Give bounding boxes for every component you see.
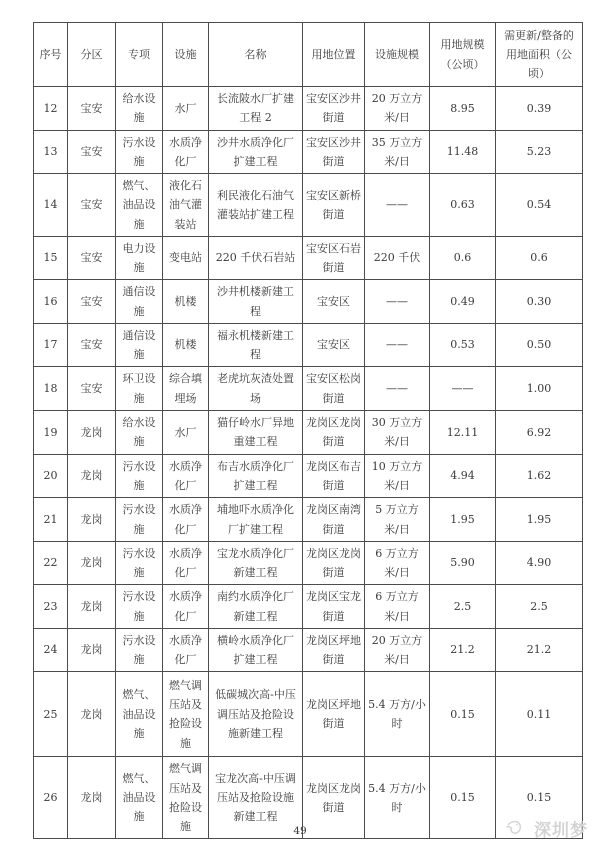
table-cell: 4.94 [430, 454, 496, 498]
table-cell: 23 [34, 585, 68, 629]
table-cell: 龙岗区坪地街道 [303, 628, 365, 672]
watermark-logo-icon [505, 818, 529, 840]
table-cell: 龙岗 [68, 672, 116, 757]
table-cell: 12.11 [430, 410, 496, 454]
table-cell: 通信设施 [116, 280, 163, 324]
table-cell: 宝安区松岗街道 [303, 367, 365, 411]
table-cell: 长流陂水厂扩建工程 2 [209, 87, 303, 131]
table-cell: 17 [34, 323, 68, 367]
table-cell: 龙岗 [68, 585, 116, 629]
watermark-text: 深圳梦 [534, 821, 588, 841]
table-row [34, 498, 583, 542]
table-cell: 1.00 [496, 367, 583, 411]
table-cell: 8.95 [430, 87, 496, 131]
table-cell: 污水设施 [116, 541, 163, 585]
table-cell: 布吉水质净化厂扩建工程 [209, 454, 303, 498]
table-header [34, 23, 583, 87]
table-cell: 宝安 [68, 87, 116, 131]
table-cell: 14 [34, 174, 68, 237]
table-row [34, 367, 583, 411]
table-cell: 0.6 [496, 236, 583, 280]
table-cell: 6 万立方米/日 [365, 541, 430, 585]
table-cell: 沙井水质净化厂扩建工程 [209, 130, 303, 174]
table-cell: 水质净化厂 [163, 498, 209, 542]
table-cell: 宝龙次高-中压调压站及抢险设施新建工程 [209, 757, 303, 839]
table-cell: 横岭水质净化厂扩建工程 [209, 628, 303, 672]
table-cell: —— [365, 367, 430, 411]
table-cell: 5.4 万方/小时 [365, 757, 430, 839]
table-cell: 综合填埋场 [163, 367, 209, 411]
table-cell: 龙岗 [68, 628, 116, 672]
table-row [34, 130, 583, 174]
table-cell: 液化石油气灌装站 [163, 174, 209, 237]
table-cell: 燃气、油品设施 [116, 672, 163, 757]
table-row [34, 280, 583, 324]
table-cell: 0.50 [496, 323, 583, 367]
column-header-land-area: 用地规模（公顷） [430, 23, 496, 87]
table-cell: 21 [34, 498, 68, 542]
table-cell: 龙岗区龙岗街道 [303, 541, 365, 585]
table-cell: 6.92 [496, 410, 583, 454]
table-cell: 污水设施 [116, 498, 163, 542]
table-cell: 0.11 [496, 672, 583, 757]
page-number: 49 [293, 825, 307, 837]
table-cell: 环卫设施 [116, 367, 163, 411]
table-cell: 燃气、油品设施 [116, 174, 163, 237]
table-cell: 0.15 [430, 757, 496, 839]
column-header-scale: 设施规模 [365, 23, 430, 87]
table-cell: 18 [34, 367, 68, 411]
table-body [34, 87, 583, 839]
table-cell: 宝安 [68, 130, 116, 174]
table-cell: 5 万立方米/日 [365, 498, 430, 542]
table-row [34, 628, 583, 672]
table-cell: 宝安 [68, 280, 116, 324]
table-cell: 水厂 [163, 87, 209, 131]
table-cell: 埔地吓水质净化厂扩建工程 [209, 498, 303, 542]
table-cell: 4.90 [496, 541, 583, 585]
table-row [34, 323, 583, 367]
table-cell: 0.63 [430, 174, 496, 237]
table-cell: 龙岗区龙岗街道 [303, 410, 365, 454]
table-cell: 龙岗区宝龙街道 [303, 585, 365, 629]
column-header-renewal-area: 需更新/整备的用地面积（公顷） [496, 23, 583, 87]
table-row [34, 585, 583, 629]
table-cell: 宝龙水质净化厂新建工程 [209, 541, 303, 585]
table-cell: 龙岗区坪地街道 [303, 672, 365, 757]
table-cell: 0.49 [430, 280, 496, 324]
table-cell: 2.5 [430, 585, 496, 629]
table-cell: 给水设施 [116, 87, 163, 131]
table-cell: 5.90 [430, 541, 496, 585]
table-cell: 宝安区新桥街道 [303, 174, 365, 237]
table-cell: 龙岗区龙岗街道 [303, 757, 365, 839]
column-header-category: 专项 [116, 23, 163, 87]
table-cell: 龙岗 [68, 541, 116, 585]
table-cell: 给水设施 [116, 410, 163, 454]
column-header-facility: 设施 [163, 23, 209, 87]
table-cell: 22 [34, 541, 68, 585]
table-cell: 20 [34, 454, 68, 498]
table-cell: 变电站 [163, 236, 209, 280]
table-cell: 龙岗 [68, 498, 116, 542]
table-row [34, 236, 583, 280]
table-cell: 宝安 [68, 367, 116, 411]
table-cell: 燃气调压站及抢险设施 [163, 672, 209, 757]
column-header-index: 序号 [34, 23, 68, 87]
table-cell: 0.6 [430, 236, 496, 280]
table-cell: 龙岗区南湾街道 [303, 498, 365, 542]
table-cell: 宝安 [68, 236, 116, 280]
table-cell: 宝安区沙井街道 [303, 130, 365, 174]
table-cell: 20 万立方米/日 [365, 628, 430, 672]
table-cell: 20 万立方米/日 [365, 87, 430, 131]
table-cell: 25 [34, 672, 68, 757]
table-cell: 福永机楼新建工程 [209, 323, 303, 367]
table-cell: 220 千伏 [365, 236, 430, 280]
table-cell: 220 千伏石岩站 [209, 236, 303, 280]
table-cell: 通信设施 [116, 323, 163, 367]
table-cell: 电力设施 [116, 236, 163, 280]
column-header-location: 用地位置 [303, 23, 365, 87]
table-cell: 污水设施 [116, 454, 163, 498]
table-cell: 污水设施 [116, 130, 163, 174]
table-row [34, 454, 583, 498]
table-cell: 0.30 [496, 280, 583, 324]
table-cell: 宝安区沙井街道 [303, 87, 365, 131]
table-cell: 0.53 [430, 323, 496, 367]
table-cell: —— [365, 323, 430, 367]
table-cell: 1.95 [430, 498, 496, 542]
table-cell: 1.95 [496, 498, 583, 542]
table-cell: 水质净化厂 [163, 130, 209, 174]
table-row [34, 541, 583, 585]
table-cell: 12 [34, 87, 68, 131]
table-cell: 水质净化厂 [163, 585, 209, 629]
table-cell: 13 [34, 130, 68, 174]
table-cell: 10 万立方米/日 [365, 454, 430, 498]
table-cell: 0.15 [430, 672, 496, 757]
table-cell: 1.62 [496, 454, 583, 498]
table-cell: 龙岗 [68, 757, 116, 839]
table-cell: 35 万立方米/日 [365, 130, 430, 174]
facilities-table [33, 22, 583, 839]
table-cell: 宝安 [68, 323, 116, 367]
table-cell: 0.54 [496, 174, 583, 237]
table-cell: 污水设施 [116, 585, 163, 629]
table-cell: 机楼 [163, 323, 209, 367]
table-cell: 30 万立方米/日 [365, 410, 430, 454]
table-cell: 老虎坑灰渣处置场 [209, 367, 303, 411]
table-cell: 15 [34, 236, 68, 280]
table-cell: 低碳城次高-中压调压站及抢险设施新建工程 [209, 672, 303, 757]
table-cell: 水质净化厂 [163, 628, 209, 672]
table-cell: 水质净化厂 [163, 454, 209, 498]
table-cell: 猫仔岭水厂异地重建工程 [209, 410, 303, 454]
table-cell: 21.2 [496, 628, 583, 672]
table-row [34, 410, 583, 454]
table-cell: 水质净化厂 [163, 541, 209, 585]
table-cell: 26 [34, 757, 68, 839]
table-cell: 宝安区 [303, 323, 365, 367]
table-cell: 沙井机楼新建工程 [209, 280, 303, 324]
table-cell: 利民液化石油气灌装站扩建工程 [209, 174, 303, 237]
table-cell: 燃气、油品设施 [116, 757, 163, 839]
table-cell: 11.48 [430, 130, 496, 174]
table-cell: 宝安 [68, 174, 116, 237]
table-cell: 龙岗 [68, 410, 116, 454]
watermark [505, 816, 588, 841]
table-cell: 燃气调压站及抢险设施 [163, 757, 209, 839]
table-row [34, 174, 583, 237]
table-cell: 宝安区石岩街道 [303, 236, 365, 280]
table-cell: 6 万立方米/日 [365, 585, 430, 629]
table-cell: —— [365, 174, 430, 237]
column-header-district: 分区 [68, 23, 116, 87]
table-row [34, 672, 583, 757]
column-header-name: 名称 [209, 23, 303, 87]
table-cell: 24 [34, 628, 68, 672]
table-cell: —— [365, 280, 430, 324]
table-cell: 2.5 [496, 585, 583, 629]
table-cell: 5.23 [496, 130, 583, 174]
table-cell: 16 [34, 280, 68, 324]
table-cell: —— [430, 367, 496, 411]
table-cell: 21.2 [430, 628, 496, 672]
table-cell: 龙岗区布吉街道 [303, 454, 365, 498]
table-cell: 0.15 [496, 757, 583, 839]
table-row [34, 87, 583, 131]
table-cell: 5.4 万方/小时 [365, 672, 430, 757]
table-cell: 污水设施 [116, 628, 163, 672]
table-cell: 南约水质净化厂新建工程 [209, 585, 303, 629]
table-cell: 龙岗 [68, 454, 116, 498]
table-cell: 水厂 [163, 410, 209, 454]
table-cell: 宝安区 [303, 280, 365, 324]
header-row [34, 23, 583, 87]
table-cell: 机楼 [163, 280, 209, 324]
table-cell: 19 [34, 410, 68, 454]
table-cell: 0.39 [496, 87, 583, 131]
